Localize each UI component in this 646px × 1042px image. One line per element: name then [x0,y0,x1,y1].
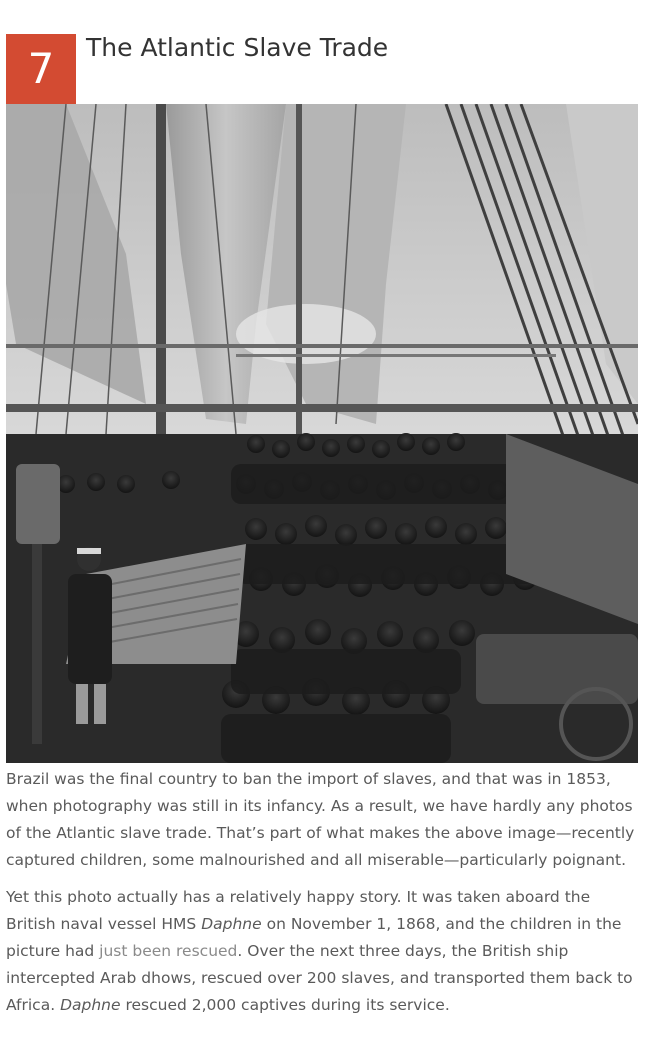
entry-number-badge: 7 [6,34,76,104]
ship-name-2: Daphne [60,996,121,1014]
historic-photo-icon [6,104,638,763]
entry-title: The Atlantic Slave Trade [86,33,389,62]
paragraph-2-text-c: . Over the next three days, the British ship intercepted Arab dhows, rescued over 200 slaves, and transported them back to Africa. [6,942,633,1014]
paragraph-2-text-a: Yet this photo actually has a relatively happy story. It was taken aboard the British naval vessel HMS [6,888,591,933]
article-body [6,766,640,1029]
article-paragraph-2 [6,884,640,1019]
entry-header [6,34,640,104]
article-paragraph-1: Brazil was the final country to ban the import of slaves, and that was in 1853, when photography was still in its infancy. As a result, we have hardly any photos of the Atlantic slave trade. That’s part of what makes the above image—recently captured children, some malnourished and all miserable—particularly poignant. [6,770,635,869]
rescued-link[interactable]: just been rescued [99,942,238,960]
paragraph-2-text-b: on November 1, 1868, and the children in the picture had [6,915,622,960]
paragraph-2-text-d: rescued 2,000 captives during its service. [120,996,450,1014]
historic-photo [6,104,638,763]
ship-name: Daphne [201,915,262,933]
